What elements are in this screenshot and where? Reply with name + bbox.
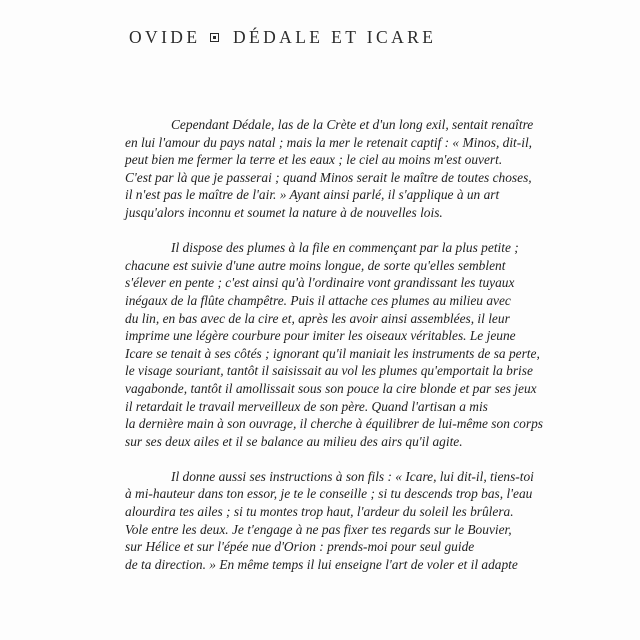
text-line: Il dispose des plumes à la file en commençant par la plus petite ; (171, 240, 519, 256)
text-line: inégaux de la flûte champêtre. Puis il attache ces plumes au milieu avec (125, 292, 511, 308)
text-line: la dernière main à son ouvrage, il cherche à équilibrer de lui-même son corps (125, 416, 543, 432)
text-line: vagabonde, tantôt il amollissait sous son pouce la cire blonde et par ses jeux (125, 380, 537, 396)
text-line: peut bien me fermer la terre et les eaux ; le ciel au moins m'est ouvert. (125, 152, 503, 168)
header-separator-icon (210, 33, 219, 42)
text-line: en lui l'amour du pays natal ; mais la mer le retenait captif : « Minos, dit-il, (125, 134, 533, 150)
paragraph-3 (125, 468, 587, 574)
header-author: OVIDE (129, 27, 201, 47)
text-line: C'est par là que je passerai ; quand Minos serait le maître de toutes choses, (125, 169, 532, 185)
paragraph-2 (125, 239, 587, 450)
text-line: jusqu'alors inconnu et soumet la nature à de nouvelles lois. (125, 204, 443, 220)
text-line: s'élever en pente ; c'est ainsi qu'à l'ordinaire vont grandissant les tuyaux (125, 275, 515, 291)
text-line: Il donne aussi ses instructions à son fils : « Icare, lui dit-il, tiens-toi (171, 468, 534, 484)
header-title: DÉDALE ET ICARE (233, 27, 437, 47)
text-line: il retardait le travail merveilleux de son père. Quand l'artisan a mis (125, 398, 488, 414)
text-line: chacune est suivie d'une autre moins longue, de sorte qu'elles semblent (125, 257, 506, 273)
text-line: il n'est pas le maître de l'air. » Ayant ainsi parlé, il s'applique à un art (125, 187, 500, 203)
text-line: le visage souriant, tantôt il saisissait au vol les plumes qu'emportait la brise (125, 363, 533, 379)
text-line: Icare se tenait à ses côtés ; ignorant qu'il maniait les instruments de sa perte, (125, 345, 540, 361)
text-line: à mi-hauteur dans ton essor, je te le conseille ; si tu descends trop bas, l'eau (125, 486, 533, 502)
running-header (129, 27, 436, 47)
text-line: du lin, en bas avec de la cire et, après les avoir ainsi assemblées, il leur (125, 310, 510, 326)
text-line: sur ses deux ailes et il se balance au milieu des airs qu'il agite. (125, 433, 463, 449)
text-line: alourdira tes ailes ; si tu montes trop haut, l'ardeur du soleil les brûlera. (125, 504, 514, 520)
body-text (125, 116, 587, 591)
text-line: Cependant Dédale, las de la Crète et d'un long exil, sentait renaître (171, 117, 534, 132)
text-line: Vole entre les deux. Je t'engage à ne pas fixer tes regards sur le Bouvier, (125, 521, 512, 537)
text-line: de ta direction. » En même temps il lui enseigne l'art de voler et il adapte (125, 556, 518, 572)
paragraph-1 (125, 116, 587, 222)
text-line: sur Hélice et sur l'épée nue d'Orion : prends-moi pour seul guide (125, 539, 475, 555)
text-line: imprime une légère courbure pour imiter les oiseaux véritables. Le jeune (125, 328, 516, 344)
